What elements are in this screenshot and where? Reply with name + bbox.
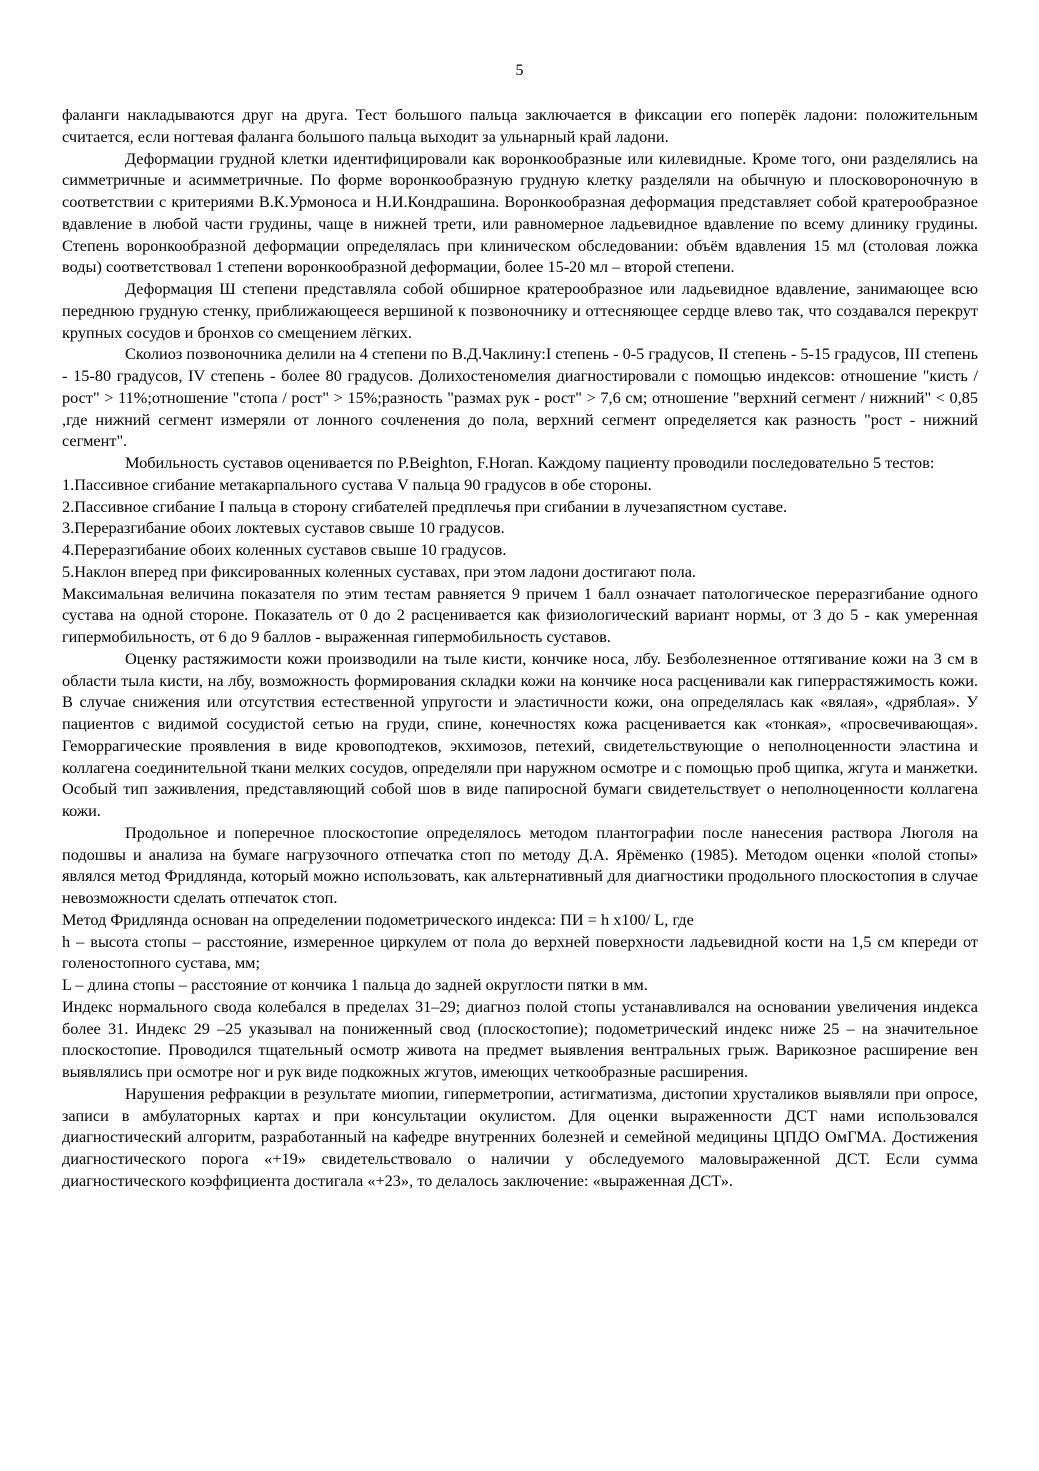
paragraph-arch-index: Индекс нормального свода колебался в пределах 31–29; диагноз полой стопы устанавливался на основании увеличения индекса более 31. Индекс 29 –25 указывал на пониженный свод (плоскостопие); подометрический индекс ниже 25 – на значительное плоскостопие. Проводился тщательный осмотр живота на предмет выявления вентральных грыж. Варикозное расширение вен выявлялись при осмотре ног и рук виде подкожных жгутов, имеющих четкообразные расширения.: [62, 996, 978, 1081]
page-number: 5: [515, 62, 524, 79]
paragraph-grade-three-deformation: Деформация Ш степени представляла собой обширное кратерообразное или ладьевидное вдавление, занимающее всю переднюю грудную стенку, приближающееся вершиной к позвоночнику и оттесняющее сердце влево так, что создавался перекрут крупных сосудов и бронхов со смещением лёгких.: [62, 279, 978, 342]
list-item-test-4: 4.Переразгибание обоих коленных суставов свыше 10 градусов.: [62, 540, 507, 559]
paragraph-joint-mobility: Мобильность суставов оценивается по P.Beighton, F.Horan. Каждому пациенту проводили последовательно 5 тестов:: [125, 453, 935, 472]
list-item-test-2: 2.Пассивное сгибание I пальца в сторону сгибателей предплечья при сгибании в лучезапястном суставе.: [62, 496, 788, 516]
list-item-test-5: 5.Наклон вперед при фиксированных коленных суставах, при этом ладони достигают пола.: [62, 561, 697, 581]
paragraph-finger-test: фаланги накладываются друг на друга. Тест большого пальца заключается в фиксации его поперёк ладони: положительным считается, если ногтевая фаланга большого пальца выходит за ульнарный край ладони.: [62, 105, 978, 146]
list-item-test-1: 1.Пассивное сгибание метакарпального сустава V пальца 90 градусов в обе стороны.: [62, 474, 652, 494]
paragraph-foot-length: L – длина стопы – расстояние от кончика 1 пальца до задней округлости пятки в мм.: [62, 975, 648, 994]
paragraph-chest-deformation: Деформации грудной клетки идентифицировали как воронкообразные или килевидные. Кроме того, они разделялись на симметричные и асимметричные. По форме воронкообразную грудную клетку разделяли на обычную и плосковороночную в соответствии с критериями В.К.Урмоноса и Н.И.Кондрашина. Воронкообразная деформация представляет собой кратерообразное вдавление в любой части грудины, чаще в нижней трети, или равномерное ладьевидное вдавление по всему длинику грудины. Степень воронкообразной деформации определялась при клиническом обследовании: объём вдавления 15 мл (столовая ложка воды) соответствовал 1 степени воронкообразной деформации, более 15-20 мл – второй степени.: [62, 148, 978, 277]
paragraph-refraction: Нарушения рефракции в результате миопии, гиперметропии, астигматизма, дистопии хрусталиков выявляли при опросе, записи в амбулаторных картах и при консультации окулистом. Для оценки выраженности ДСТ нами использовался диагностический алгоритм, разработанный на кафедре внутренних болезней и семейной медицины ЦПДО ОмГМА. Достижения диагностического порога «+19» свидетельствовало о наличии у обследуемого маловыраженной ДСТ. Если сумма диагностического коэффициента достигала «+23», то делалось заключение: «выраженная ДСТ».: [62, 1083, 978, 1190]
paragraph-fridland-method: Метод Фридлянда основан на определении подометрического индекса: ПИ = h х100/ L, где: [62, 909, 694, 929]
list-item-test-3: 3.Переразгибание обоих локтевых суставов свыше 10 градусов.: [62, 518, 505, 538]
body-text: [62, 104, 978, 1192]
paragraph-max-score: Максимальная величина показателя по этим тестам равняется 9 причем 1 балл означает патологическое переразгибание одного сустава на одной стороне. Показатель от 0 до 2 расценивается как физиологический вариант нормы, от 3 до 5 - как умеренная гипермобильность, от 6 до 9 баллов - выраженная гипермобильность суставов.: [62, 583, 978, 646]
paragraph-skin-elasticity: Оценку растяжимости кожи производили на тыле кисти, кончике носа, лбу. Безболезненное оттягивание кожи на 3 см в области тыла кисти, на лбу, возможность формирования складки кожи на кончике носа расценивали как гиперрастяжимость кожи. В случае снижения или отсутствия естественной упругости и эластичности кожи, она определялась как «вялая», «дряблая». У пациентов с видимой сосудистой сетью на груди, спине, конечностях кожа расценивается как «тонкая», «просвечивающая». Геморрагические проявления в виде кровоподтеков, экхимозов, петехий, свидетельствующие о неполноценности эластина и коллагена соединительной ткани мелких сосудов, определяли при наружном осмотре и с помощью проб щипка, жгута и манжетки. Особый тип заживления, представляющий собой шов в виде папиросной бумаги свидетельствует о неполноценности коллагена кожи.: [62, 648, 978, 820]
paragraph-flatfoot: Продольное и поперечное плоскостопие определялось методом плантографии после нанесения раствора Люголя на подошвы и анализа на бумаге нагрузочного отпечатка стоп по методу Д.А. Ярёменко (1985). Методом оценки «полой стопы» являлся метод Фридлянда, который можно использовать, как альтернативный для диагностики продольного плоскостопия в случае невозможности сделать отпечаток стоп.: [62, 822, 978, 907]
paragraph-scoliosis: Сколиоз позвоночника делили на 4 степени по В.Д.Чаклину:I степень - 0-5 градусов, II степень - 5-15 градусов, III степень - 15-80 градусов, IV степень - более 80 градусов. Долихостеномелия диагностировали с помощью индексов: отношение "кисть / рост" > 11%;отношение "стопа / рост" > 15%;разность "размах рук - рост" > 7,6 см; отношение "верхний сегмент / нижний" < 0,85 ,где нижний сегмент измеряли от лонного сочленения до пола, верхний сегмент определяется как разность "рост - нижний сегмент".: [62, 344, 978, 451]
paragraph-foot-height: h – высота стопы – расстояние, измеренное циркулем от пола до верхней поверхности ладьевидной кости на 1,5 см кпереди от голеностопного сустава, мм;: [62, 931, 978, 973]
